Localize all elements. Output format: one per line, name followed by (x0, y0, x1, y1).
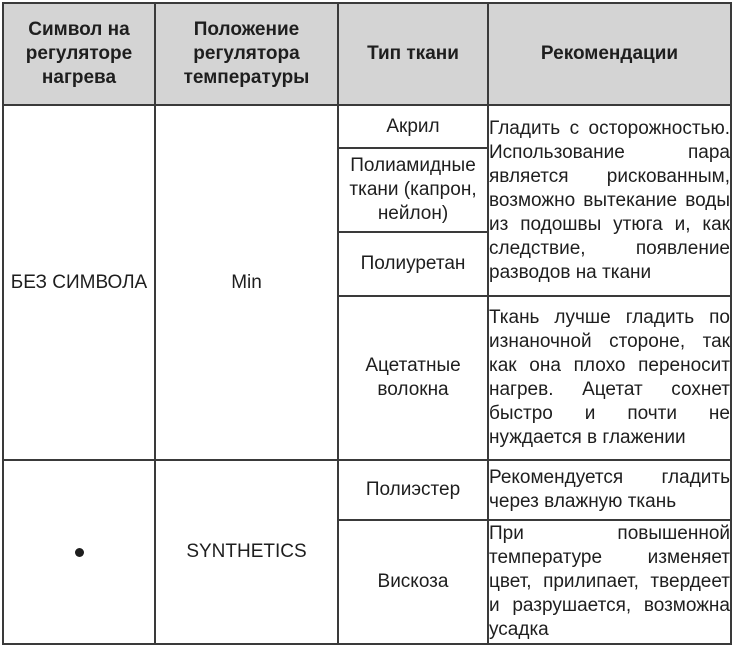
header-fabric-type: Тип ткани (338, 3, 488, 105)
table-row (3, 460, 731, 520)
position-cell-synthetics: SYNTHETICS (155, 460, 338, 644)
header-row (3, 3, 731, 105)
recommendation-polyester: Рекомендуется гладить через влажную ткань (488, 460, 731, 520)
fabric-polyamide: Полиамидные ткани (капрон, нейлон) (338, 148, 488, 232)
table-row (3, 105, 731, 148)
fabric-acetate: Ацетатные волокна (338, 296, 488, 460)
dot-icon (75, 548, 84, 557)
symbol-cell-no-symbol: БЕЗ СИМВОЛА (3, 105, 155, 460)
header-position: Положение регулятора температуры (155, 3, 338, 105)
recommendation-viscose: При повышенной температуре изменяет цвет, прилипает, твердеет и разрушается, возможна усадка (488, 520, 731, 644)
symbol-cell-dot (3, 460, 155, 644)
header-recommendations: Рекомендации (488, 3, 731, 105)
recommendation-synthetic-1: Гладить с осторожностью. Использование пара является рискованным, возможно вытекание воды из подошвы утюга и, как следствие, появление разводов на ткани (488, 105, 731, 296)
position-cell-min: Min (155, 105, 338, 460)
ironing-table (2, 2, 732, 645)
fabric-acrylic: Акрил (338, 105, 488, 148)
recommendation-acetate: Ткань лучше гладить по изнаночной стороне, так как она плохо переносит нагрев. Ацетат сохнет быстро и почти не нуждается в глажении (488, 296, 731, 460)
header-symbol: Символ на регуляторе нагрева (3, 3, 155, 105)
fabric-polyurethane: Полиуретан (338, 232, 488, 296)
fabric-polyester: Полиэстер (338, 460, 488, 520)
fabric-viscose: Вискоза (338, 520, 488, 644)
